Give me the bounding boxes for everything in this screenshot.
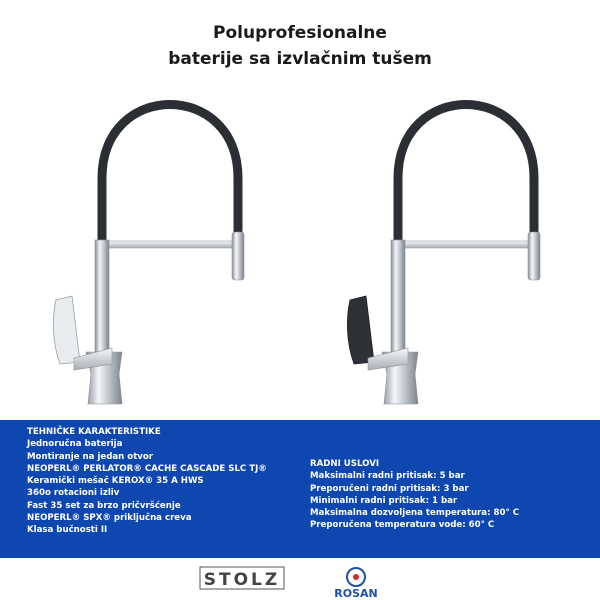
- faucet-black-lever: [347, 105, 540, 405]
- spec-item: Fast 35 set za brzo pričvršćenje: [27, 500, 181, 511]
- spec-item: NEOPERL® PERLATOR® CACHE CASCADE SLC TJ®: [27, 463, 267, 474]
- rosan-logo-text: ROSAN: [334, 587, 378, 600]
- spec-item: Keramički mešač KEROX® 35 A HWS: [27, 476, 204, 487]
- spec-item: Klasa bučnosti II: [27, 525, 108, 536]
- spec-item: Montiranje na jedan otvor: [27, 451, 154, 462]
- technical-specs-heading: TEHNIČKE KARAKTERISTIKE: [27, 427, 161, 437]
- operating-conditions-heading: RADNI USLOVI: [310, 459, 380, 469]
- product-images: [0, 100, 600, 415]
- page-title: [0, 20, 600, 72]
- specs-band: [0, 420, 600, 558]
- spec-item: 360o rotacioni izliv: [27, 488, 120, 499]
- brand-logos: [0, 562, 600, 600]
- rosan-logo: [334, 568, 377, 600]
- condition-item: Preporučeni radni pritisak: 3 bar: [310, 483, 469, 494]
- technical-specs: [27, 426, 267, 537]
- title-line-1: Poluprofesionalne: [213, 23, 387, 43]
- spec-item: NEOPERL® SPX® priključna creva: [27, 513, 192, 524]
- operating-conditions: [310, 458, 519, 532]
- stolz-logo-text: STOLZ: [203, 570, 281, 590]
- title-line-2: baterije sa izvlačnim tušem: [168, 49, 432, 69]
- stolz-logo: [200, 567, 284, 590]
- condition-item: Minimalni radni pritisak: 1 bar: [310, 495, 458, 506]
- faucet-white-lever: [53, 105, 244, 405]
- spec-item: Jednoručna baterija: [27, 439, 123, 450]
- condition-item: Maksimalna dozvoljena temperatura: 80° C: [310, 508, 520, 519]
- condition-item: Maksimalni radni pritisak: 5 bar: [310, 471, 465, 482]
- condition-item: Preporučena temperatura vode: 60° C: [310, 520, 495, 531]
